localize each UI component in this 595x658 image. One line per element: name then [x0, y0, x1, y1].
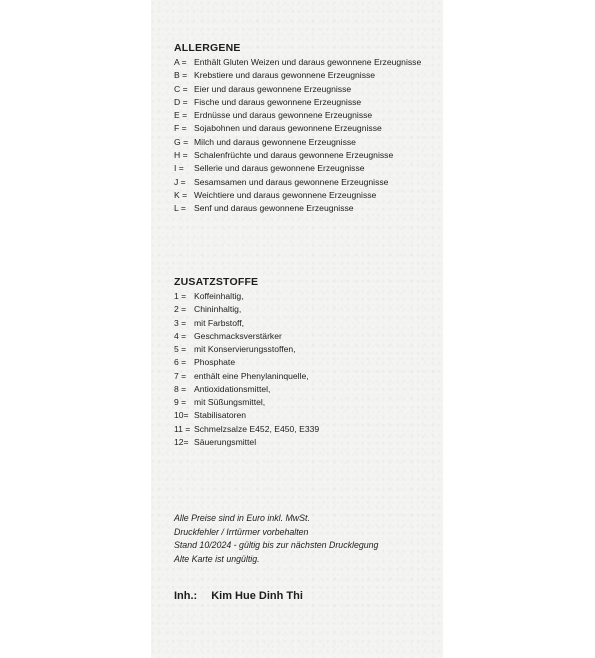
list-item: [174, 84, 444, 94]
allergen-text: Schalenfrüchte und daraus gewonnene Erzeugnisse: [194, 150, 394, 161]
allergen-code: L =: [174, 203, 186, 214]
allergen-code: B =: [174, 70, 188, 81]
list-item: [174, 410, 444, 420]
list-item: [174, 397, 444, 407]
additives-list: [174, 291, 444, 450]
allergen-text: Sellerie und daraus gewonnene Erzeugnisse: [194, 163, 365, 174]
additive-code: 6 =: [174, 357, 187, 368]
list-item: [174, 437, 444, 447]
allergen-code: D =: [174, 96, 188, 107]
allergen-code: K =: [174, 189, 188, 200]
additive-text: mit Konservierungsstoffen,: [194, 344, 296, 354]
allergen-text: Senf und daraus gewonnene Erzeugnisse: [194, 203, 354, 214]
allergen-text: Eier und daraus gewonnene Erzeugnisse: [194, 83, 352, 94]
allergen-code: E =: [174, 110, 188, 121]
additive-text: Phosphate: [194, 357, 236, 368]
list-item: [174, 190, 444, 200]
list-item: [174, 331, 444, 341]
list-item: [174, 163, 444, 173]
list-item: [174, 177, 444, 187]
note-old-menu: Alte Karte ist ungültig.: [174, 553, 260, 564]
additive-code: 11 =: [174, 423, 191, 434]
allergen-code: G =: [174, 136, 189, 147]
list-item: [174, 70, 444, 80]
legal-notes: [174, 512, 378, 566]
allergen-text: Milch und daraus gewonnene Erzeugnisse: [194, 136, 356, 147]
allergen-text: Krebstiere und daraus gewonnene Erzeugnisse: [194, 70, 376, 81]
allergen-text: Enthält Gluten Weizen und daraus gewonnene Erzeugnisse: [194, 57, 422, 67]
list-item: [174, 57, 444, 67]
list-item: [174, 384, 444, 394]
list-item: [174, 291, 444, 301]
additive-code: 9 =: [174, 397, 187, 407]
additive-code: 10=: [174, 410, 189, 421]
owner-label: Inh.:: [174, 590, 198, 602]
allergen-code: H =: [174, 150, 188, 161]
list-item: [174, 110, 444, 120]
allergens-list: [174, 57, 444, 217]
allergen-code: I =: [174, 163, 184, 174]
additive-code: 7 =: [174, 370, 187, 381]
allergen-code: J =: [174, 176, 186, 187]
list-item: [174, 424, 444, 434]
list-item: [174, 344, 444, 354]
additive-text: enthält eine Phenylaninquelle,: [194, 370, 309, 381]
list-item: [174, 137, 444, 147]
list-item: [174, 123, 444, 133]
list-item: [174, 357, 444, 367]
list-item: [174, 318, 444, 328]
allergen-code: F =: [174, 123, 187, 134]
additive-text: Geschmacksverstärker: [194, 330, 282, 341]
additive-text: Säuerungsmittel: [194, 436, 257, 447]
additive-code: 2 =: [174, 304, 187, 315]
list-item: [174, 97, 444, 107]
allergen-code: C =: [174, 83, 188, 94]
additive-text: Stabilisatoren: [194, 410, 247, 421]
allergens-heading: ALLERGENE: [174, 42, 241, 54]
additive-text: Schmelzsalze E452, E450, E339: [194, 423, 320, 434]
additives-heading: ZUSATZSTOFFE: [174, 276, 259, 288]
allergen-code: A =: [174, 57, 187, 67]
additive-text: mit Süßungsmittel,: [194, 397, 266, 407]
additive-code: 4 =: [174, 330, 187, 341]
list-item: [174, 203, 444, 213]
list-item: [174, 150, 444, 160]
additive-code: 12=: [174, 436, 189, 447]
allergen-text: Erdnüsse und daraus gewonnene Erzeugnisse: [194, 110, 373, 121]
allergen-text: Sojabohnen und daraus gewonnene Erzeugnisse: [194, 123, 382, 134]
note-errors: Druckfehler / Irrtürmer vorbehalten: [174, 526, 309, 537]
note-validity: Stand 10/2024 - gültig bis zur nächsten Drucklegung: [174, 540, 379, 551]
allergen-text: Sesamsamen und daraus gewonnene Erzeugnisse: [194, 176, 389, 187]
additive-text: Koffeinhaltig,: [194, 291, 244, 301]
additive-text: mit Farbstoff,: [194, 317, 244, 328]
owner-name: Kim Hue Dinh Thi: [211, 590, 303, 602]
allergen-text: Fische und daraus gewonnene Erzeugnisse: [194, 96, 362, 107]
list-item: [174, 304, 444, 314]
additive-code: 8 =: [174, 383, 187, 394]
additive-code: 5 =: [174, 344, 187, 354]
list-item: [174, 371, 444, 381]
additive-text: Antioxidationsmittel,: [194, 383, 271, 394]
owner-line: [174, 590, 303, 602]
allergen-text: Weichtiere und daraus gewonnene Erzeugnisse: [194, 189, 377, 200]
note-prices: Alle Preise sind in Euro inkl. MwSt.: [174, 513, 310, 523]
additive-text: Chininhaltig,: [194, 304, 242, 315]
additive-code: 3 =: [174, 317, 187, 328]
additive-code: 1 =: [174, 291, 187, 301]
